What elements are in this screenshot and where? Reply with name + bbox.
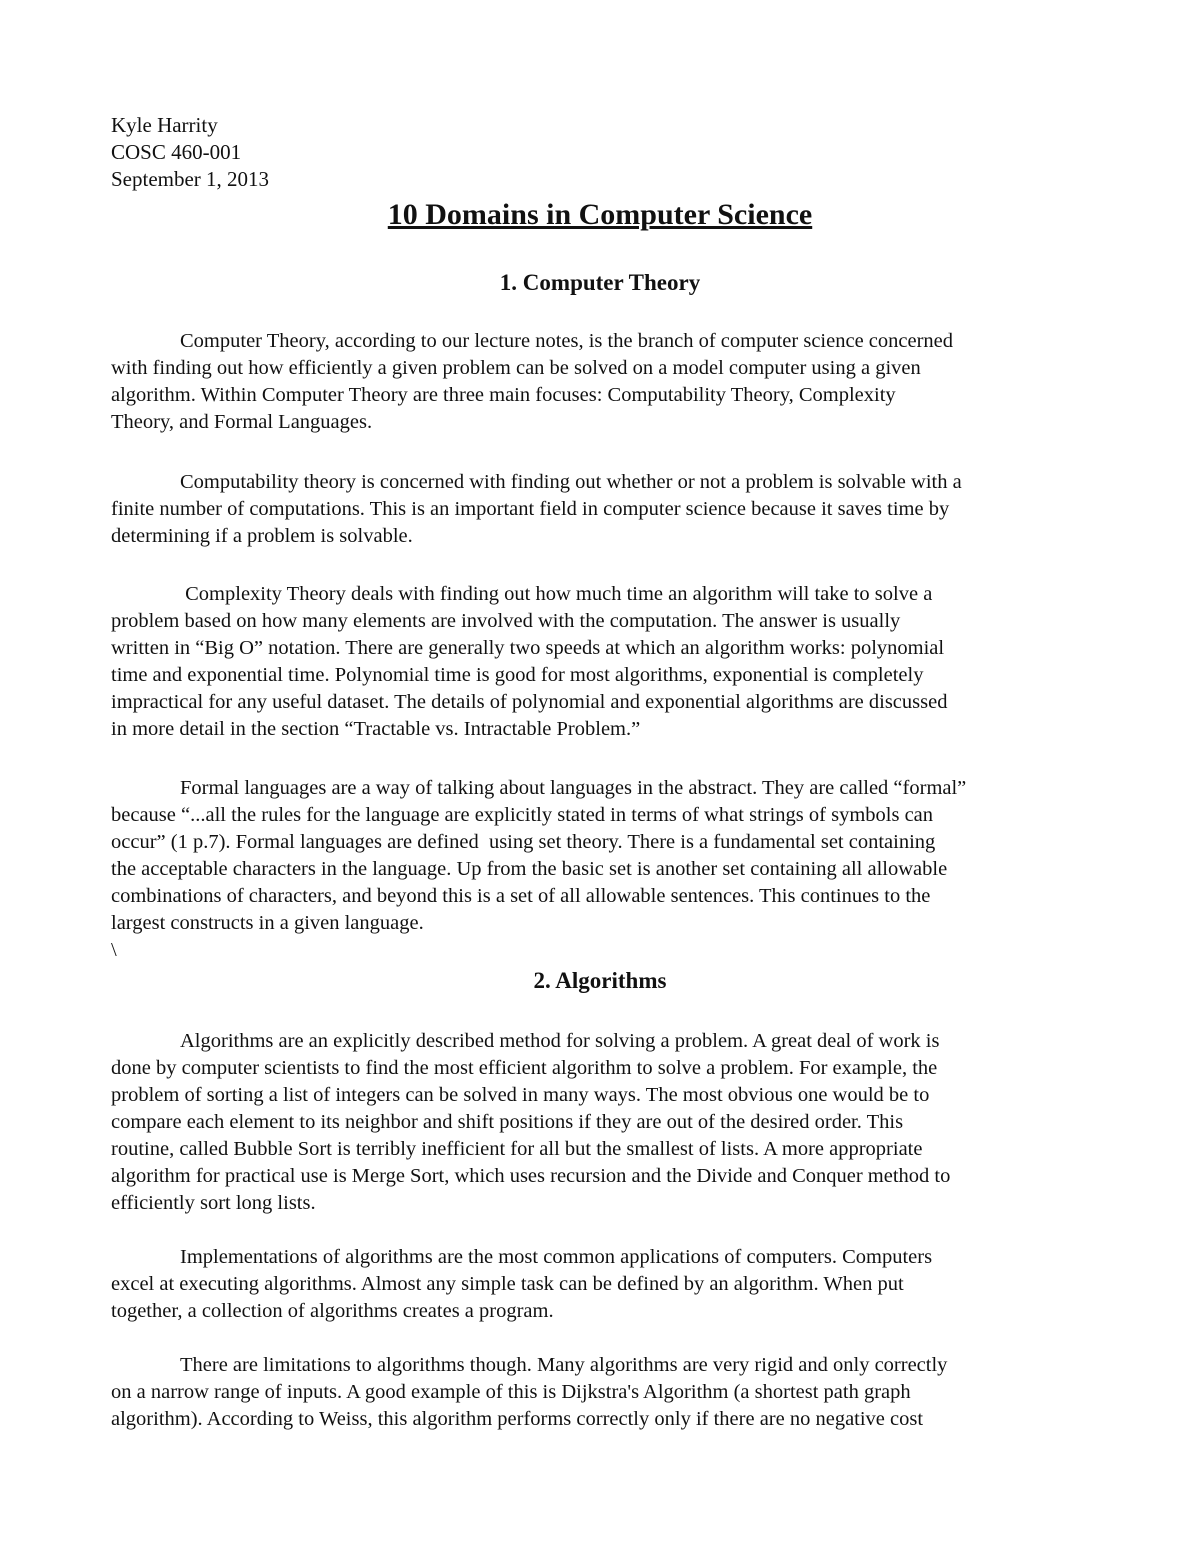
- paragraph: [111, 775, 1091, 964]
- text-line: compare each element to its neighbor and shift positions if they are out of the desired order. This: [111, 1111, 904, 1133]
- text-line: determining if a problem is solvable.: [111, 525, 413, 547]
- text-line: done by computer scientists to find the most efficient algorithm to solve a problem. For example, the: [111, 1057, 938, 1079]
- text-line: algorithm). According to Weiss, this algorithm performs correctly only if there are no negative cost: [111, 1408, 924, 1430]
- course-code: COSC 460-001: [111, 140, 242, 164]
- paragraph: [111, 1352, 1091, 1433]
- text-line: algorithm for practical use is Merge Sort, which uses recursion and the Divide and Conquer method to: [111, 1165, 951, 1187]
- text-line: Computer Theory, according to our lecture notes, is the branch of computer science concerned: [180, 330, 954, 352]
- text-line: Theory, and Formal Languages.: [111, 411, 373, 433]
- text-line: Formal languages are a way of talking about languages in the abstract. They are called “formal”: [180, 777, 967, 799]
- document-title: 10 Domains in Computer Science: [387, 198, 813, 231]
- paragraph: [111, 581, 1091, 743]
- text-line: Implementations of algorithms are the most common applications of computers. Computers: [180, 1246, 933, 1268]
- text-line: in more detail in the section “Tractable vs. Intractable Problem.”: [111, 718, 641, 740]
- text-line: occur” (1 p.7). Formal languages are defined using set theory. There is a fundamental set containing: [111, 831, 936, 853]
- text-line: the acceptable characters in the language. Up from the basic set is another set containing all allowable: [111, 858, 948, 880]
- document-date: September 1, 2013: [111, 167, 270, 191]
- text-line: finite number of computations. This is an important field in computer science because it saves time by: [111, 498, 950, 520]
- text-line: Complexity Theory deals with finding out how much time an algorithm will take to solve a: [180, 583, 933, 605]
- text-line: Algorithms are an explicitly described method for solving a problem. A great deal of work is: [180, 1030, 940, 1052]
- text-line: problem of sorting a list of integers can be solved in many ways. The most obvious one would be to: [111, 1084, 930, 1106]
- text-line: Computability theory is concerned with finding out whether or not a problem is solvable with a: [180, 471, 962, 493]
- section-heading-computer-theory: 1. Computer Theory: [499, 270, 701, 295]
- document-header: [111, 112, 269, 193]
- text-line: because “...all the rules for the language are explicitly stated in terms of what strings of symbols can: [111, 804, 934, 826]
- text-line: together, a collection of algorithms creates a program.: [111, 1300, 554, 1322]
- author-name: Kyle Harrity: [111, 113, 218, 137]
- text-line: problem based on how many elements are involved with the computation. The answer is usually: [111, 610, 901, 632]
- text-line: efficiently sort long lists.: [111, 1192, 316, 1214]
- text-line: combinations of characters, and beyond this is a set of all allowable sentences. This continues to the: [111, 885, 931, 907]
- section-heading-algorithms: 2. Algorithms: [533, 968, 667, 993]
- text-line: impractical for any useful dataset. The details of polynomial and exponential algorithms are discussed: [111, 691, 948, 713]
- paragraph: [111, 469, 1091, 550]
- paragraph: [111, 328, 1091, 436]
- text-line: largest constructs in a given language.: [111, 912, 424, 934]
- text-line: \: [111, 939, 117, 961]
- text-line: algorithm. Within Computer Theory are three main focuses: Computability Theory, Complexity: [111, 384, 896, 406]
- text-line: routine, called Bubble Sort is terribly inefficient for all but the smallest of lists. A more appropriate: [111, 1138, 923, 1160]
- paragraph: [111, 1244, 1091, 1325]
- text-line: excel at executing algorithms. Almost any simple task can be defined by an algorithm. When put: [111, 1273, 904, 1295]
- text-line: There are limitations to algorithms though. Many algorithms are very rigid and only correctly: [180, 1354, 948, 1376]
- text-line: written in “Big O” notation. There are generally two speeds at which an algorithm works: polynomial: [111, 637, 945, 659]
- text-line: with finding out how efficiently a given problem can be solved on a model computer using a given: [111, 357, 921, 379]
- text-line: on a narrow range of inputs. A good example of this is Dijkstra's Algorithm (a shortest path graph: [111, 1381, 911, 1403]
- paragraph: [111, 1028, 1091, 1217]
- text-line: time and exponential time. Polynomial time is good for most algorithms, exponential is completely: [111, 664, 924, 686]
